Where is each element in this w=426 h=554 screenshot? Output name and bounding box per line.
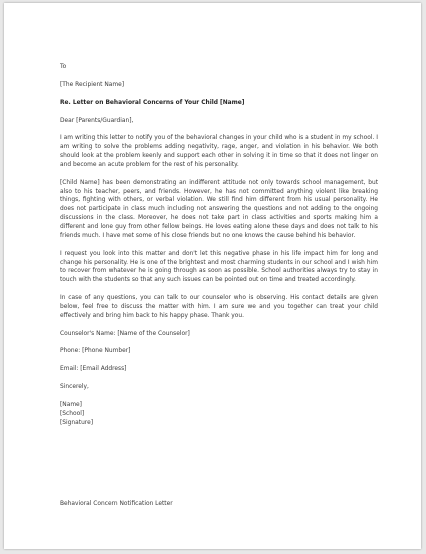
closing: Sincerely, [60, 384, 89, 391]
letter-subject: Re. Letter on Behavioral Concerns of Your Child [Name] [60, 99, 245, 106]
paragraph-behavior: [Child Name] has been demonstrating an indifferent attitude not only towards school management, but also to his teacher, peers, and friends. However, he has not committed anything violent like breaking things, fighting with others, or verbal violation. We still find him different from his usual personality. He does not participate in class much including not answering the questions and not adding to the ongoing discussions in the class. Moreover, he does not take part in class activities and sports making him a different and lone guy from other fellow beings. He loves eating alone these days and does not talk to his friends much. I have met some of his close friends but no one knows the cause behind his behavior. [60, 179, 378, 239]
signature-line: [Signature] [60, 419, 94, 426]
paragraph-counselor: In case of any questions, you can talk to our counselor who is observing. His contact details are given below, feel free to discuss the matter with him. I am sure we and you together can treat your child effectively and bring him back to his happy phase. Thank you. [60, 295, 378, 319]
letter-body [60, 63, 378, 427]
to-label: To [60, 64, 67, 70]
footer-caption: Behavioral Concern Notification Letter [60, 501, 173, 507]
counselor-email: Email: [Email Address] [60, 366, 127, 373]
document-page [4, 3, 421, 549]
salutation: Dear [Parents/Guardian], [60, 117, 134, 124]
paragraph-intro: I am writing this letter to notify you of the behavioral changes in your child who is a student in my school. I am writing to solve the problems adding negativity, rage, anger, and violation in his behavior. We both should look at the problem keenly and support each other in solving it in time so that it does not linger on and become an acute problem for the rest of his personality. [60, 135, 378, 168]
signature-school: [School] [60, 410, 85, 417]
counselor-name: Counselor's Name: [Name of the Counselor] [60, 330, 190, 337]
recipient-name: [The Recipient Name] [60, 81, 125, 88]
paragraph-request: I request you look into this matter and don't let this negative phase in his life impact him for long and change his personality. He is one of the brightest and most charming students in our school and I wish him to recover from whatever he is going through as soon as possible. School authorities always try to stay in touch with the students so that any such issues can be pointed out on time and treated accordingly. [60, 250, 378, 284]
signature-name: [Name] [60, 401, 82, 408]
counselor-phone: Phone: [Phone Number] [60, 348, 131, 355]
